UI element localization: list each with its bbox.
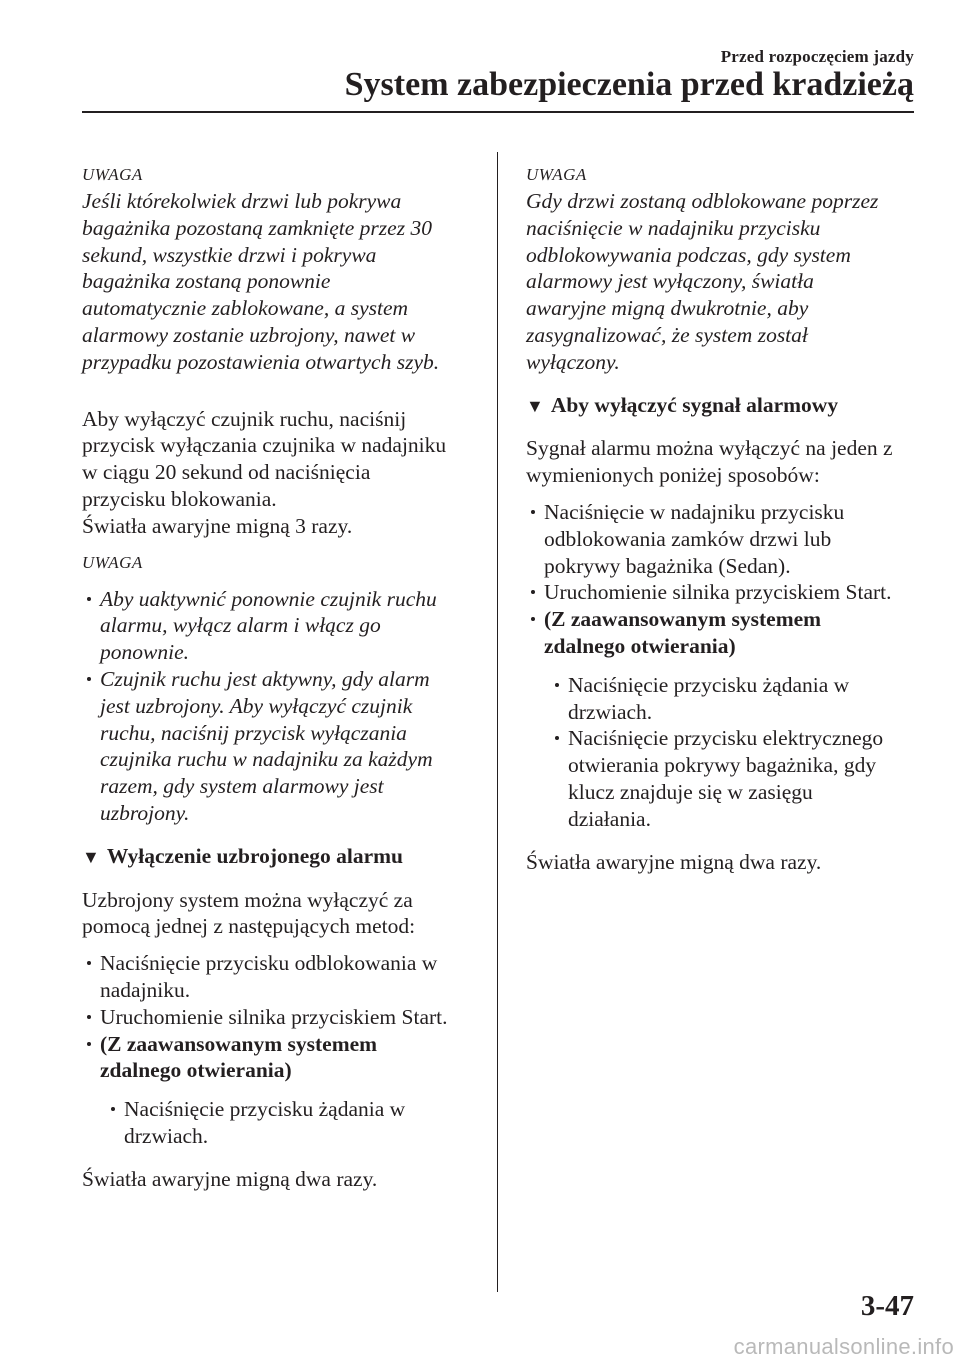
method-list	[526, 499, 926, 660]
note-label: UWAGA	[82, 165, 143, 184]
bullet-icon	[531, 590, 535, 594]
header-rule	[82, 111, 914, 113]
bullet-icon	[111, 1107, 115, 1111]
note-uwaga-2	[82, 550, 478, 827]
triangle-down-icon: ▼	[526, 395, 544, 416]
bullet-icon	[531, 617, 535, 621]
list-item: Naciśnięcie przycisku elektrycznego otwierania pokrywy bagażnika, gdy klucz znajduje się w zasięgu działania.	[550, 725, 926, 832]
left-column	[82, 162, 478, 1193]
list-item: Naciśnięcie przycisku żądania w drzwiach.	[106, 1096, 478, 1150]
page-number: 3-47	[860, 1290, 914, 1322]
list-item: Naciśnięcie przycisku odblokowania w nadajniku.	[82, 950, 478, 1004]
paragraph-motion-sensor: Aby wyłączyć czujnik ruchu, naciśnij przycisk wyłączania czujnika w nadajniku w ciągu 20 sekund od naciśnięcia przycisku blokowania. Światła awaryjne migną 3 razy.	[82, 406, 447, 538]
header-section-label: Przed rozpoczęciem jazdy	[720, 47, 914, 66]
section-intro: Uzbrojony system można wyłączyć za pomocą jednej z następujących metod:	[82, 887, 416, 939]
note-list	[82, 586, 478, 827]
method-list	[82, 950, 478, 1084]
note-text: Jeśli którekolwiek drzwi lub pokrywa bagażnika pozostaną zamknięte przez 30 sekund, wszystkie drzwi i pokrywa bagażnika zostaną ponownie automatycznie zablokowane, a system alarmowy zostanie uzbrojony, nawet w przypadku pozostawienia otwartych szyb.	[82, 189, 440, 374]
section-heading: ▼ Wyłączenie uzbrojonego alarmu	[82, 843, 478, 871]
bullet-icon	[555, 683, 559, 687]
list-item: Naciśnięcie przycisku żądania w drzwiach.	[550, 672, 926, 726]
section-stop-alarm	[526, 392, 926, 876]
column-divider	[497, 152, 498, 1292]
watermark: carmanualsonline.info	[733, 1334, 954, 1359]
section-disarm-alarm	[82, 843, 478, 1193]
note-uwaga-1	[82, 162, 478, 376]
bullet-icon	[555, 736, 559, 740]
bullet-icon	[87, 597, 91, 601]
bullet-icon	[87, 1015, 91, 1019]
list-item: Naciśnięcie w nadajniku przycisku odblokowania zamków drzwi lub pokrywy bagażnika (Sedan).	[526, 499, 926, 579]
list-item: Uruchomienie silnika przyciskiem Start.	[82, 1004, 478, 1031]
section-heading: ▼ Aby wyłączyć sygnał alarmowy	[526, 392, 926, 420]
list-item: Czujnik ruchu jest aktywny, gdy alarm jest uzbrojony. Aby wyłączyć czujnik ruchu, naciśnij przycisk wyłączania czujnika ruchu w nadajniku za każdym razem, gdy system alarmowy jest uzbrojony.	[82, 666, 478, 827]
nested-method-list	[106, 1096, 478, 1150]
right-column	[526, 162, 926, 875]
nested-method-list	[550, 672, 926, 833]
list-item: (Z zaawansowanym systemem zdalnego otwierania)	[526, 606, 926, 660]
bullet-icon	[87, 961, 91, 965]
note-label: UWAGA	[82, 552, 143, 572]
section-outro: Światła awaryjne migną dwa razy.	[526, 849, 822, 874]
bullet-icon	[87, 1042, 91, 1046]
section-outro: Światła awaryjne migną dwa razy.	[82, 1166, 378, 1191]
list-item: Uruchomienie silnika przyciskiem Start.	[526, 579, 926, 606]
note-uwaga-3	[526, 162, 926, 376]
list-item: (Z zaawansowanym systemem zdalnego otwierania)	[82, 1031, 478, 1085]
triangle-down-icon: ▼	[82, 846, 100, 867]
bullet-icon	[531, 510, 535, 514]
section-intro: Sygnał alarmu można wyłączyć na jeden z wymienionych poniżej sposobów:	[526, 436, 893, 488]
page-title: System zabezpieczenia przed kradzieżą	[344, 66, 914, 103]
note-label: UWAGA	[526, 165, 587, 184]
list-item: Aby uaktywnić ponownie czujnik ruchu alarmu, wyłącz alarm i włącz go ponownie.	[82, 586, 478, 666]
note-text: Gdy drzwi zostaną odblokowane poprzez naciśnięcie w nadajniku przycisku odblokowywania podczas, gdy system alarmowy jest wyłączony, światła awaryjne migną dwukrotnie, aby zasygnalizować, że system został wyłączony.	[526, 189, 879, 374]
bullet-icon	[87, 677, 91, 681]
